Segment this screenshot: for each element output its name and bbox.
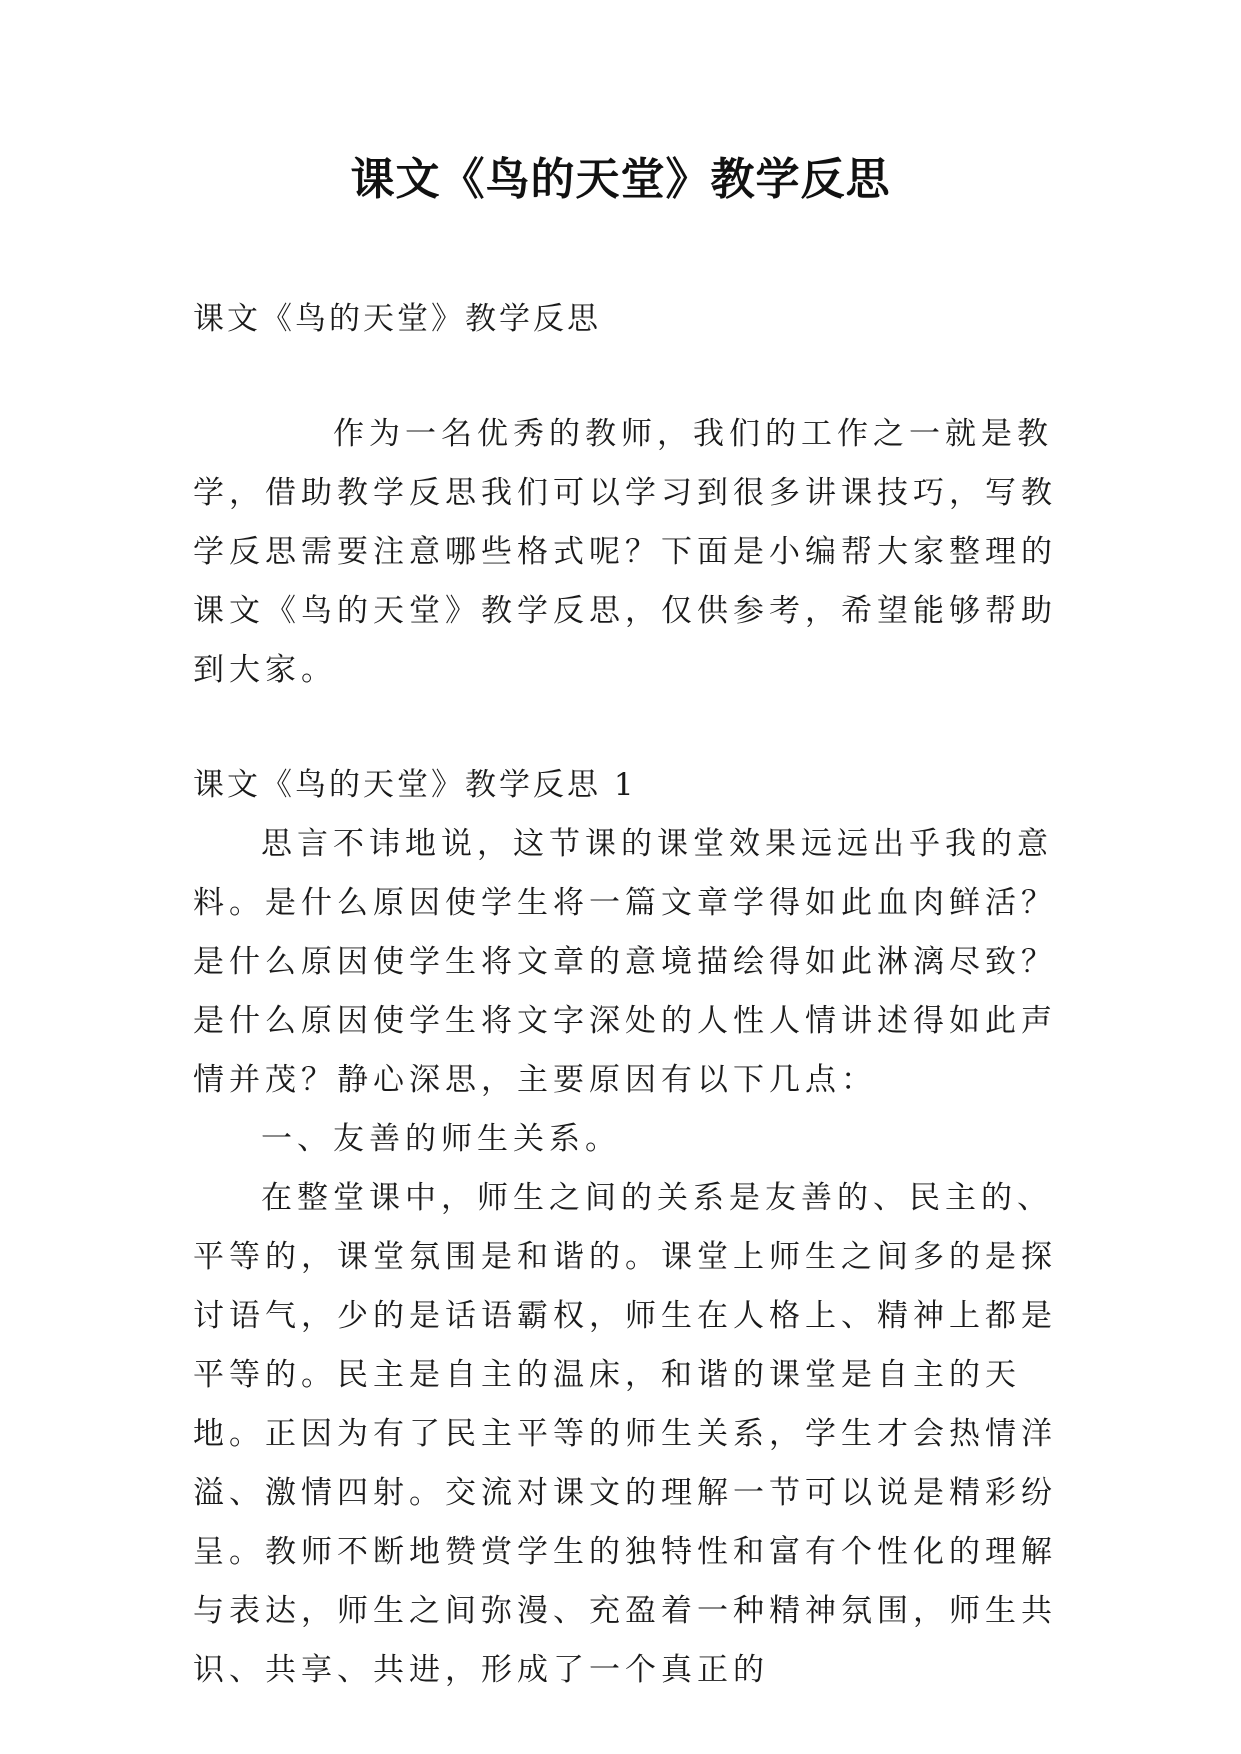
body-paragraph: 思言不讳地说，这节课的课堂效果远远出乎我的意料。是什么原因使学生将一篇文章学得如此血肉鲜活？是什么原因使学生将文章的意境描绘得如此淋漓尽致？是什么原因使学生将文字深处的人性人情讲述得如此声情并茂？静心深思，主要原因有以下几点： (193, 826, 1057, 1098)
document-title: 课文《鸟的天堂》教学反思 (350, 154, 891, 205)
point-heading: 一、友善的师生关系。 (261, 1121, 621, 1157)
document-body (193, 290, 1073, 1700)
body-paragraph: 在整堂课中，师生之间的关系是友善的、民主的、平等的，课堂氛围是和谐的。课堂上师生之间多的是探讨语气，少的是话语霸权，师生在人格上、精神上都是平等的。民主是自主的温床，和谐的课堂是自主的天地。正因为有了民主平等的师生关系，学生才会热情洋溢、激情四射。交流对课文的理解一节可以说是精彩纷呈。教师不断地赞赏学生的独特性和富有个性化的理解与表达，师生之间弥漫、充盈着一种精神氛围，师生共识、共享、共进，形成了一个真正的 (193, 1180, 1057, 1688)
intro-paragraph: 作为一名优秀的教师，我们的工作之一就是教学，借助教学反思我们可以学习到很多讲课技巧，写教学反思需要注意哪些格式呢？下面是小编帮大家整理的课文《鸟的天堂》教学反思，仅供参考，希望能够帮助到大家。 (193, 416, 1057, 688)
section-heading: 课文《鸟的天堂》教学反思 1 (193, 767, 637, 803)
document-subtitle: 课文《鸟的天堂》教学反思 (193, 301, 601, 337)
